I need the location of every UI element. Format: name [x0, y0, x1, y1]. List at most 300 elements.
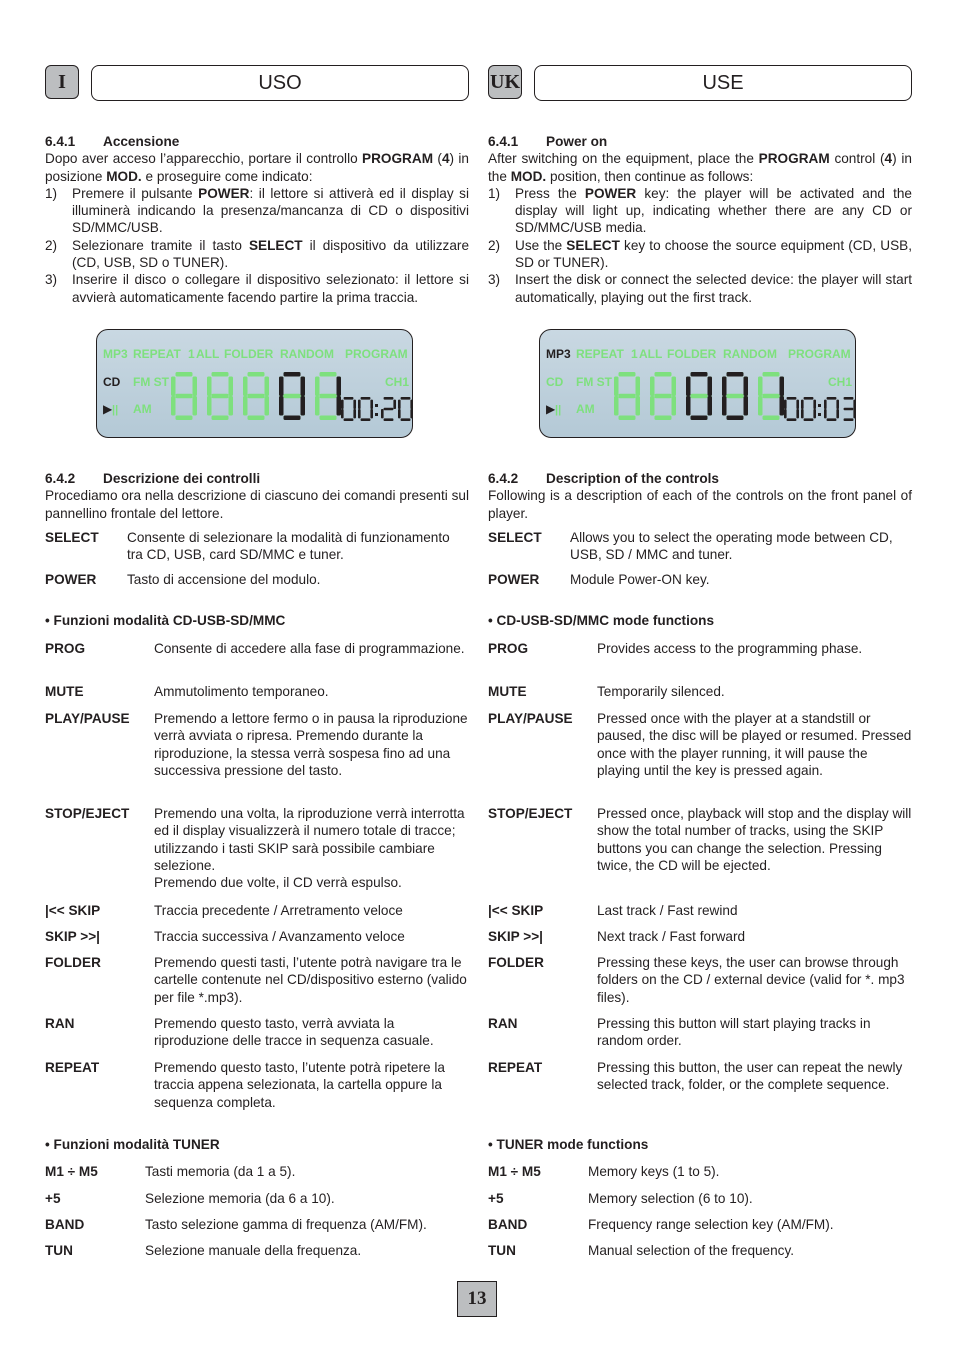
lcd-dim-digit [619, 394, 636, 399]
language-badge: UK [488, 65, 522, 99]
lcd-am-label: AM [133, 402, 152, 416]
control-description: Frequency range selection key (AM/FM). [588, 1217, 834, 1232]
lcd-time-digit [853, 400, 856, 409]
lcd-track-digit [744, 377, 749, 397]
lcd-display [539, 329, 856, 438]
lcd-track-digit [686, 396, 691, 416]
lcd-time-digit [804, 418, 814, 421]
lcd-dim-digit [212, 416, 229, 421]
lcd-dim-digit [758, 396, 763, 416]
lcd-dim-digit [320, 394, 337, 399]
control-description: Tasto selezione gamma di frequenza (AM/FM). [145, 1217, 427, 1232]
subsection-heading: 6.4.1 Accensione [45, 134, 180, 149]
section-title: USE [534, 65, 912, 101]
controls-section [488, 470, 912, 522]
text-run: Selezionare tramite il tasto [72, 237, 249, 253]
lcd-dim-digit [248, 372, 265, 377]
lcd-colon-dot [375, 404, 378, 407]
lcd-dim-digit [650, 377, 655, 397]
control-description: Premendo una volta, la riproduzione verrà interrotta ed il display visualizzerà il numero totale di tracce; utilizzando i tasti SKIP sarà possibile cambiare selezione. Premendo due volte, il CD verrà espulso. [154, 806, 465, 891]
lcd-track-digit [301, 396, 306, 416]
power-on-section [488, 133, 912, 306]
lcd-time-digit [853, 409, 856, 418]
control-description: Pressing this button, the user can repeat the newly selected track, folder, or the complete sequence. [597, 1060, 903, 1093]
text-run: e proseguire come indicato: [141, 168, 313, 184]
section-header [488, 65, 912, 101]
definition-row [488, 710, 912, 779]
tuner-mode-heading: • Funzioni modalità TUNER [45, 1137, 220, 1152]
bold-term: 4 [884, 151, 893, 167]
definition-row [45, 710, 469, 779]
language-badge: I [45, 65, 79, 99]
lcd-dim-digit [229, 377, 234, 397]
power-on-section [45, 133, 469, 306]
lcd-dim-digit [193, 396, 198, 416]
lcd-display [96, 329, 413, 438]
step-item [488, 271, 912, 306]
lcd-time-digit [796, 409, 799, 418]
lcd-time-digit [827, 397, 837, 400]
lcd-track-digit [780, 396, 785, 416]
lcd-top-label: PROGRAM [788, 347, 851, 361]
control-description: Premendo questo tasto, verrà avviata la riproduzione delle tracce in sequenza casuale. [154, 1016, 434, 1049]
control-key: POWER [45, 571, 97, 587]
text-run: key: the player will be activated and the display will light up, indicating whether there are any CD or SD/MMC/USB media. [515, 185, 912, 236]
lcd-track-digit [284, 372, 301, 377]
bold-term: PROGRAM [362, 151, 434, 167]
lcd-colon-dot [375, 413, 378, 416]
bold-term: POWER [198, 185, 250, 201]
lcd-dim-digit [763, 394, 780, 399]
definition-row [488, 1190, 912, 1207]
lcd-time-digit [381, 409, 384, 418]
control-key: +5 [45, 1191, 61, 1206]
lcd-time-digit [787, 397, 797, 400]
control-key: FOLDER [488, 955, 544, 970]
cd-functions-list [488, 640, 912, 1093]
lcd-dim-digit [207, 377, 212, 397]
text-run: ) in posizione [45, 151, 469, 184]
text-run: Premere il pulsante [72, 185, 199, 201]
definition-row [488, 902, 912, 919]
lcd-dim-digit [229, 396, 234, 416]
lcd-track-digit [691, 372, 708, 377]
control-description: Memory selection (6 to 10). [588, 1191, 753, 1206]
lcd-time-digit [358, 400, 361, 409]
control-key: |<< SKIP [488, 903, 544, 918]
lcd-time-digit [801, 400, 804, 409]
control-description: Manual selection of the frequency. [588, 1243, 795, 1258]
control-key: M1 ÷ M5 [488, 1164, 541, 1179]
control-key: RAN [45, 1016, 75, 1031]
control-key: PLAY/PAUSE [45, 711, 130, 726]
definition-row [45, 1163, 469, 1180]
lcd-time-digit [844, 397, 854, 400]
lcd-dim-digit [614, 396, 619, 416]
tuner-functions-list [488, 1163, 912, 1258]
section-header [45, 65, 469, 101]
definition-row [45, 902, 469, 919]
lcd-time-digit [824, 400, 827, 409]
lcd-dim-digit [212, 394, 229, 399]
step-number: 1) [488, 185, 501, 201]
lcd-dim-digit [171, 396, 176, 416]
text-run: ( [433, 151, 442, 167]
lcd-time-digit [813, 400, 816, 409]
lcd-time-digit [824, 409, 827, 418]
lcd-dim-digit [655, 372, 672, 377]
lcd-dim-digit [636, 377, 641, 397]
control-description: Temporarily silenced. [597, 684, 725, 699]
text-run: key to choose the source equipment (CD, USB, SD or TUNER). [515, 237, 912, 271]
control-description: Consente di selezionare la modalità di funzionamento tra CD, USB, card SD/MMC e tuner. [127, 530, 450, 563]
lcd-dim-digit [248, 394, 265, 399]
pause-icon: || [112, 404, 119, 416]
text-run: Press the [515, 185, 585, 201]
definition-row [45, 1216, 469, 1233]
definition-row [488, 571, 912, 588]
lcd-dim-digit [284, 394, 301, 399]
lcd-dim-digit [315, 396, 320, 416]
text-run: il dispositivo da utilizzare (CD, USB, SD o TUNER). [72, 237, 469, 271]
control-description: Consente di accedere alla fase di programmazione. [154, 641, 465, 656]
definition-row [488, 1163, 912, 1180]
definition-row [488, 805, 912, 874]
lcd-colon-dot [818, 404, 821, 407]
definition-row [45, 805, 469, 891]
definition-row [45, 571, 469, 588]
control-description: Selezione memoria (da 6 a 10). [145, 1191, 335, 1206]
lcd-dim-digit [176, 416, 193, 421]
cd-mode-heading: • Funzioni modalità CD-USB-SD/MMC [45, 613, 286, 628]
control-key: MUTE [488, 684, 527, 699]
text-run: Insert the disk or connect the selected device: the player will start automatically, playing out the first track. [515, 272, 912, 305]
lcd-track-digit [337, 377, 342, 397]
lcd-dim-digit [212, 372, 229, 377]
lcd-dim-digit [614, 377, 619, 397]
control-key: TUN [45, 1243, 73, 1258]
definition-row [488, 1059, 912, 1094]
definition-row [488, 954, 912, 1006]
lcd-top-label: MP3 [103, 347, 128, 361]
lcd-time-digit [344, 418, 354, 421]
bold-term: MOD. [106, 168, 142, 184]
control-key: PROG [45, 641, 86, 656]
lcd-time-digit [361, 418, 371, 421]
control-key: PLAY/PAUSE [488, 711, 573, 726]
lcd-dim-digit [763, 416, 780, 421]
control-description: Pressing this button will start playing tracks in random order. [597, 1016, 871, 1049]
lcd-time-digit [341, 400, 344, 409]
lcd-digits [171, 372, 413, 421]
lcd-top-label: REPEAT [133, 347, 181, 361]
control-description: Premendo questo tasto, l’utente potrà ripetere la traccia appena selezionata, la cartella oppure la sequenza completa. [154, 1060, 445, 1110]
lcd-time-digit [836, 409, 839, 418]
lcd-dim-digit [636, 396, 641, 416]
lcd-top-label: FOLDER [667, 347, 717, 361]
bold-term: SELECT [248, 237, 303, 253]
lcd-dim-digit [207, 396, 212, 416]
lcd-track-digit [691, 416, 708, 421]
cd-mode-heading: • CD-USB-SD/MMC mode functions [488, 613, 715, 628]
lcd-track-digit [708, 396, 713, 416]
control-key: M1 ÷ M5 [45, 1164, 98, 1179]
text-run: Use the [515, 237, 567, 253]
control-description: Premendo a lettore fermo o in pausa la riproduzione verrà avviata o ripresa. Premendo durante la riproduzione, la stessa verrà sospesa fino ad una successiva pressione del tasto. [154, 711, 468, 778]
lcd-digits [614, 372, 856, 421]
lcd-dim-digit [265, 396, 270, 416]
lcd-time-digit [353, 409, 356, 418]
lcd-time-digit [787, 418, 797, 421]
definition-row [45, 640, 469, 657]
lcd-dim-digit [315, 377, 320, 397]
control-description: Traccia precedente / Arretramento veloce [154, 903, 403, 918]
definition-row [45, 683, 469, 700]
lcd-cd-label: CD [103, 375, 121, 389]
lcd-top-label: FOLDER [224, 347, 274, 361]
lcd-top-label: PROGRAM [345, 347, 408, 361]
lcd-dim-digit [691, 394, 708, 399]
lcd-track-digit [722, 377, 727, 397]
tuner-mode-heading: • TUNER mode functions [488, 1137, 649, 1152]
definition-row [488, 529, 912, 564]
lcd-time-digit [401, 418, 411, 421]
text-run: control ( [829, 151, 885, 167]
lcd-track-digit [284, 416, 301, 421]
control-description: Module Power-ON key. [570, 571, 710, 587]
intro-paragraph [488, 150, 912, 185]
lcd-time-digit [844, 418, 854, 421]
step-number: 2) [488, 237, 501, 253]
definition-row [45, 928, 469, 945]
text-run: Dopo aver acceso l’apparecchio, portare il controllo [45, 151, 363, 167]
control-description: Allows you to select the operating mode between CD, USB, SD / MMC and tuner. [570, 530, 893, 563]
lcd-dim-digit [171, 377, 176, 397]
lcd-dim-digit [655, 394, 672, 399]
definition-row [45, 954, 469, 1006]
control-description: Pressed once, playback will stop and the display will show the total number of tracks, using the SKIP buttons you can change the selection. Pressing twice, the CD will be ejected. [597, 806, 912, 873]
control-description: Memory keys (1 to 5). [588, 1164, 720, 1179]
lcd-time-digit [361, 397, 371, 400]
subsection-heading: 6.4.2 Descrizione dei controlli [45, 471, 261, 486]
control-key: BAND [488, 1217, 528, 1232]
main-controls-list [488, 529, 912, 588]
control-description: Tasto di accensione del modulo. [127, 571, 321, 587]
lcd-ch-label: CH1 [828, 375, 853, 389]
definition-row [488, 683, 912, 700]
intro-paragraph [45, 150, 469, 185]
step-number: 3) [45, 272, 58, 288]
lcd-dim-digit [243, 396, 248, 416]
control-description: Pressed once with the player at a standstill or paused, the disc will be played or resumed. Pressed once with the player running, it will pause the playing until the key is pressed again. [597, 711, 912, 778]
control-key: SELECT [45, 530, 99, 545]
step-item [45, 237, 469, 272]
lcd-time-digit [804, 397, 814, 400]
lcd-dim-digit [672, 396, 677, 416]
play-icon: ▶ [546, 402, 556, 416]
lcd-time-digit [784, 400, 787, 409]
lcd-track-digit [744, 396, 749, 416]
steps-list [488, 185, 912, 306]
subsection-heading: 6.4.1 Power on [488, 134, 608, 149]
lcd-dim-digit [176, 372, 193, 377]
lcd-time-digit [827, 418, 837, 421]
text-run: position, then continue as follows: [546, 168, 754, 184]
control-description: Premendo questi tasti, l’utente potrà navigare tra le cartelle contenute nel CD/dispositivo esterno (valido per file *.mp3). [154, 955, 467, 1005]
lcd-top-label: RANDOM [723, 347, 777, 361]
lcd-dim-digit [176, 394, 193, 399]
lcd-time-digit [341, 409, 344, 418]
lcd-svg [540, 330, 856, 438]
definition-row [45, 1015, 469, 1050]
lcd-top-label: 1 [631, 347, 638, 361]
lcd-track-digit [686, 377, 691, 397]
lcd-cd-label: CD [546, 375, 564, 389]
lcd-dim-digit [243, 377, 248, 397]
steps-list [45, 185, 469, 306]
lcd-dim-digit [650, 396, 655, 416]
definition-row [488, 1015, 912, 1050]
definition-row [45, 529, 469, 564]
definition-row [488, 1216, 912, 1233]
control-description: Ammutolimento temporaneo. [154, 684, 329, 699]
lcd-track-digit [279, 377, 284, 397]
bold-term: 4 [441, 151, 450, 167]
lcd-dim-digit [763, 372, 780, 377]
step-number: 3) [488, 272, 501, 288]
pause-icon: || [555, 404, 562, 416]
step-item [488, 237, 912, 272]
lcd-track-digit [722, 396, 727, 416]
control-key: SKIP >>| [488, 929, 543, 944]
control-key: SELECT [488, 530, 542, 545]
lcd-top-label: REPEAT [576, 347, 624, 361]
lcd-track-digit [337, 396, 342, 416]
lcd-time-digit [384, 418, 394, 421]
control-key: PROG [488, 641, 529, 656]
lcd-dim-digit [655, 416, 672, 421]
step-item [45, 185, 469, 237]
lcd-time-digit [370, 409, 373, 418]
lcd-time-digit [801, 409, 804, 418]
control-key: STOP/EJECT [45, 806, 130, 821]
lcd-colon-dot [818, 413, 821, 416]
lcd-svg [97, 330, 413, 438]
control-key: |<< SKIP [45, 903, 101, 918]
lcd-time-digit [398, 400, 401, 409]
text-run: : il lettore si attiverà ed il display si illuminerà indicando la presenza/mancanza di CD o dispositivi SD/MMC/USB. [72, 185, 469, 236]
control-key: +5 [488, 1191, 504, 1206]
bold-term: MOD. [510, 168, 547, 184]
lcd-dim-digit [193, 377, 198, 397]
section-title: USO [91, 65, 469, 101]
lcd-time-digit [344, 397, 354, 400]
lcd-fmst-label: FM ST [576, 375, 612, 389]
control-key: SKIP >>| [45, 929, 100, 944]
play-icon: ▶ [103, 402, 113, 416]
definition-row [45, 1059, 469, 1111]
lcd-time-digit [836, 400, 839, 409]
lcd-dim-digit [248, 416, 265, 421]
control-key: MUTE [45, 684, 84, 699]
control-key: REPEAT [488, 1060, 543, 1075]
step-number: 1) [45, 185, 58, 201]
text-run: ) in the [488, 151, 912, 184]
control-description: Tasti memoria (da 1 a 5). [145, 1164, 296, 1179]
lcd-time-digit [410, 409, 413, 418]
definition-row [45, 1190, 469, 1207]
lcd-track-digit [279, 396, 284, 416]
control-key: TUN [488, 1243, 516, 1258]
definition-row [488, 640, 912, 657]
lcd-time-digit [353, 400, 356, 409]
bold-term: SELECT [566, 237, 620, 253]
lcd-am-label: AM [576, 402, 595, 416]
control-description: Last track / Fast rewind [597, 903, 738, 918]
lcd-dim-digit [727, 394, 744, 399]
control-key: STOP/EJECT [488, 806, 573, 821]
lcd-top-label: MP3 [546, 347, 571, 361]
lcd-dim-digit [619, 416, 636, 421]
subsection-heading: 6.4.2 Description of the controls [488, 471, 719, 486]
lcd-time-digit [393, 400, 396, 409]
tuner-functions-list [45, 1163, 469, 1258]
lcd-dim-digit [320, 372, 337, 377]
controls-intro: Following is a description of each of the controls on the front panel of player. [488, 488, 912, 521]
page-number: 13 [457, 1281, 497, 1317]
lcd-top-label: RANDOM [280, 347, 334, 361]
cd-functions-list [45, 640, 469, 1110]
lcd-time-digit [398, 409, 401, 418]
bold-term: POWER [584, 185, 637, 201]
lcd-time-digit [796, 400, 799, 409]
lcd-track-digit [301, 377, 306, 397]
control-key: RAN [488, 1016, 518, 1031]
lcd-top-label: ALL [639, 347, 663, 361]
control-description: Traccia successiva / Avanzamento veloce [154, 929, 405, 944]
lcd-track-digit [780, 377, 785, 397]
control-description: Pressing these keys, the user can browse through folders on the CD / external device (valid for *. mp3 files). [597, 955, 905, 1005]
lcd-track-digit [727, 416, 744, 421]
lcd-fmst-label: FM ST [133, 375, 169, 389]
controls-intro: Procediamo ora nella descrizione di ciascuno dei comandi presenti sul pannellino frontale del lettore. [45, 488, 469, 521]
lcd-time-digit [401, 397, 411, 400]
definition-row [488, 1242, 912, 1259]
step-item [488, 185, 912, 237]
lcd-dim-digit [758, 377, 763, 397]
definition-row [488, 928, 912, 945]
lcd-track-digit [727, 372, 744, 377]
text-run: Inserire il disco o collegare il dispositivo selezionato: il lettore si avvierà automaticamente facendo partire la prima traccia. [72, 272, 469, 305]
lcd-time-digit [384, 408, 394, 411]
lcd-time-digit [370, 400, 373, 409]
control-key: BAND [45, 1217, 85, 1232]
lcd-time-digit [410, 400, 413, 409]
lcd-ch-label: CH1 [385, 375, 410, 389]
controls-section [45, 470, 469, 522]
main-controls-list [45, 529, 469, 588]
lcd-dim-digit [672, 377, 677, 397]
control-description: Provides access to the programming phase. [597, 641, 863, 656]
lcd-time-digit [358, 409, 361, 418]
step-number: 2) [45, 237, 58, 253]
lcd-dim-digit [619, 372, 636, 377]
lcd-top-label: 1 [188, 347, 195, 361]
control-key: FOLDER [45, 955, 101, 970]
lcd-time-digit [384, 397, 394, 400]
definition-row [45, 1242, 469, 1259]
bold-term: PROGRAM [758, 151, 830, 167]
